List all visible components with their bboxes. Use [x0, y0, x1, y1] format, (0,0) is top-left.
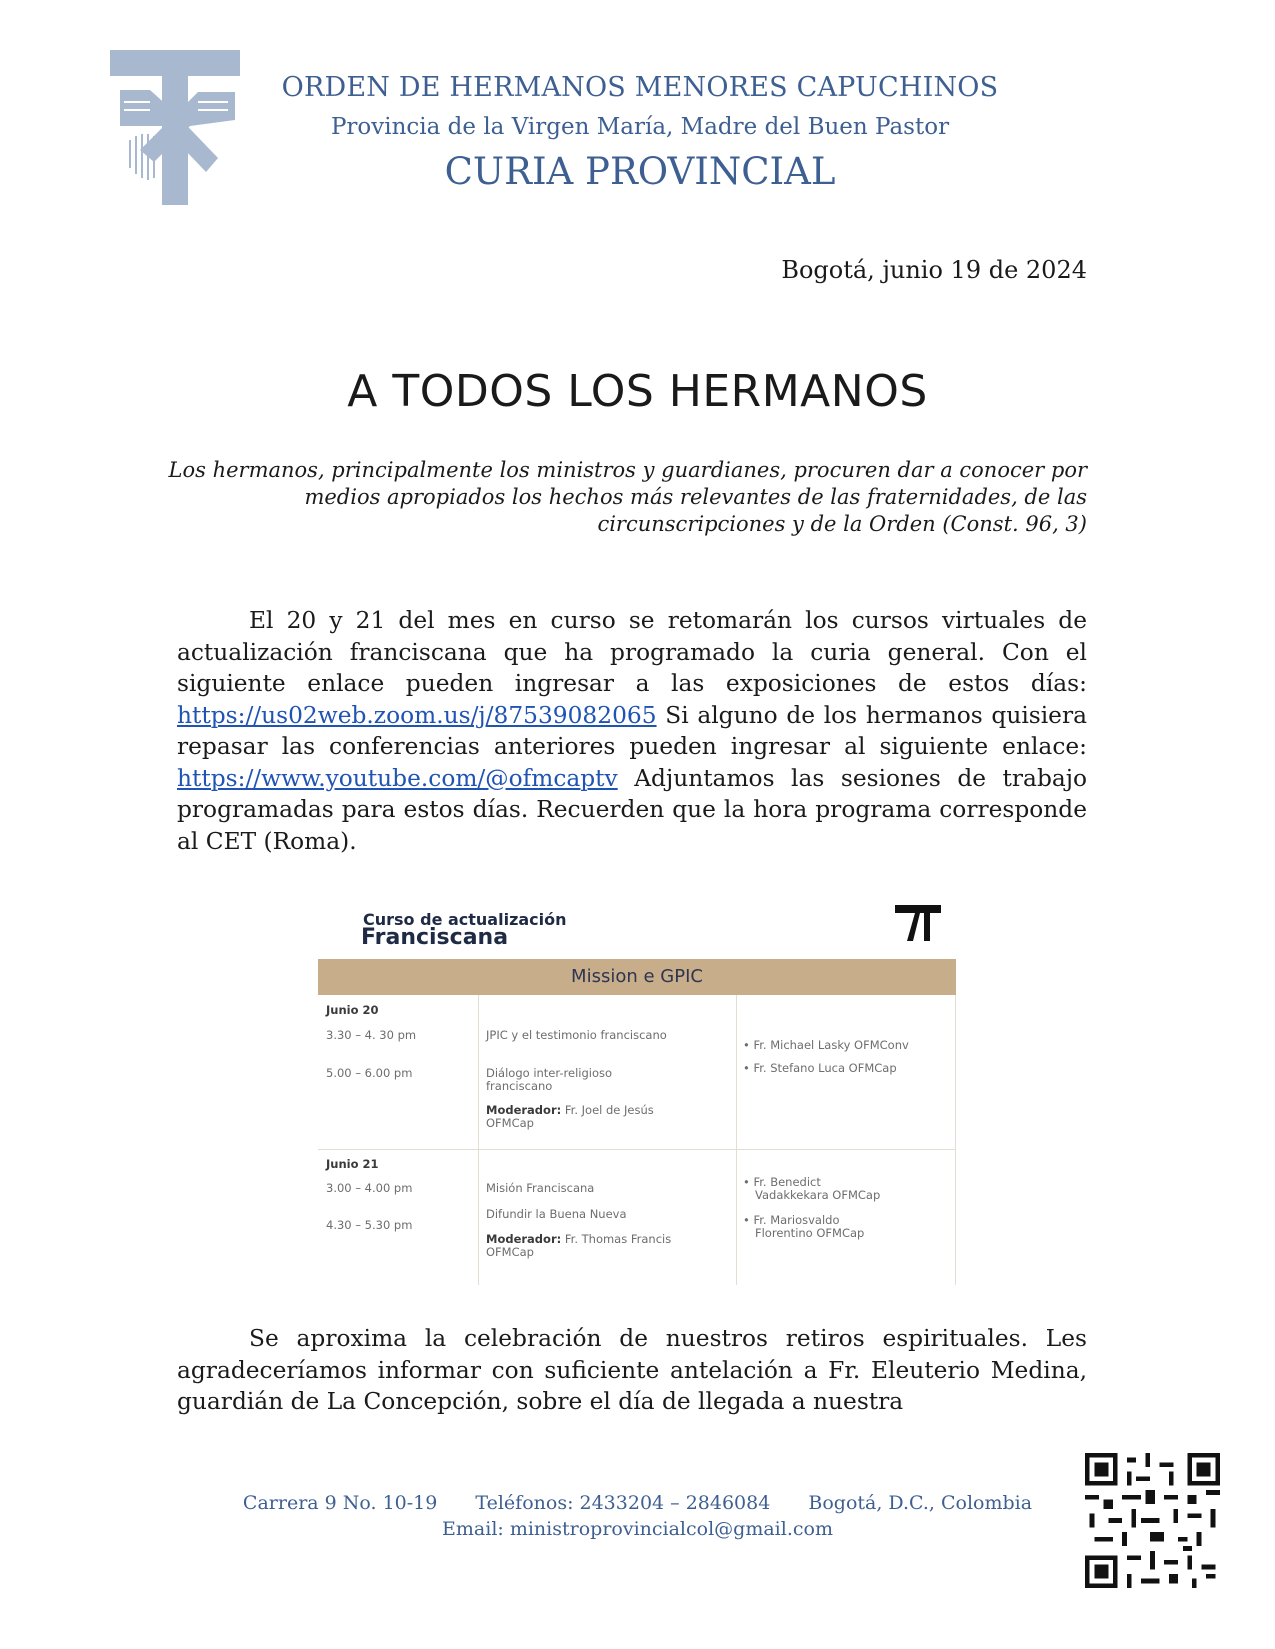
day1-speaker2: • Fr. Stefano Luca OFMCap	[743, 1061, 897, 1075]
day1-session1: JPIC y el testimonio franciscano	[486, 1028, 667, 1042]
tau-icon	[893, 903, 943, 943]
day2-session2: Difundir la Buena Nueva	[486, 1207, 627, 1221]
office-name: CURIA PROVINCIAL	[444, 150, 836, 193]
schedule-grid	[318, 995, 956, 1285]
day1-time1: 3.30 – 4. 30 pm	[326, 1028, 417, 1042]
day2-speaker2-line2: Florentino OFMCap	[755, 1226, 865, 1240]
paragraph-courses-text-2: Si alguno de los hermanos quisiera repasar las conferencias anteriores pueden ingresar al siguiente enlace:	[177, 701, 1087, 760]
footer-contact	[0, 1492, 1275, 1514]
day2-speaker1-line2: Vadakkekara OFMCap	[755, 1188, 881, 1202]
day2-moderator	[486, 1232, 671, 1246]
day2-speaker2-line1: • Fr. Mariosvaldo	[743, 1213, 840, 1227]
day1-moderator-label: Moderador:	[486, 1103, 562, 1117]
footer-address: Carrera 9 No. 10-19	[242, 1492, 438, 1514]
paragraph-retreats	[177, 1323, 1087, 1418]
order-name: ORDEN DE HERMANOS MENORES CAPUCHINOS	[281, 72, 999, 103]
day2-moderator-order: OFMCap	[486, 1245, 534, 1259]
day1-session2-line2: franciscano	[486, 1079, 553, 1093]
schedule-course-line2: Franciscana	[361, 925, 509, 950]
province-name: Provincia de la Virgen María, Madre del Buen Pastor	[330, 114, 950, 140]
day2-moderator-name: Fr. Thomas Francis	[561, 1232, 672, 1246]
day2-moderator-label: Moderador:	[486, 1232, 562, 1246]
footer-phones: Teléfonos: 2433204 – 2846084	[475, 1492, 771, 1514]
zoom-link[interactable]: https://us02web.zoom.us/j/87539082065	[177, 701, 657, 729]
day2-speaker1-line1: • Fr. Benedict	[743, 1175, 821, 1189]
franciscan-tau-logo	[110, 50, 245, 205]
day1-moderator-name: Fr. Joel de Jesús	[561, 1103, 654, 1117]
day1-session2-line1: Diálogo inter-religioso	[486, 1066, 613, 1080]
day1-label: Junio 20	[326, 1003, 379, 1017]
paragraph-courses	[177, 605, 1087, 857]
paragraph-retreats-text: Se aproxima la celebración de nuestros retiros espirituales. Les agradeceríamos informar con suficiente antelación a Fr. Eleuterio Medina, guardián de La Concepción, sobre el día de llegada a nuestra	[177, 1325, 1087, 1415]
schedule-theme-band: Mission e GPIC	[318, 959, 956, 995]
qr-code-icon	[1085, 1453, 1220, 1588]
paragraph-courses-text-3: Adjuntamos las sesiones de trabajo programadas para estos días. Recuerden que la hora programa corresponde al CET (Roma).	[177, 764, 1087, 855]
day1-moderator	[486, 1103, 654, 1117]
letter-title: A TODOS LOS HERMANOS	[347, 366, 928, 417]
day1-time2: 5.00 – 6.00 pm	[326, 1066, 413, 1080]
letter-date: Bogotá, junio 19 de 2024	[781, 256, 1087, 284]
schedule-image	[318, 895, 958, 1285]
day2-time1: 3.00 – 4.00 pm	[326, 1181, 413, 1195]
day2-time2: 4.30 – 5.30 pm	[326, 1218, 413, 1232]
footer-city: Bogotá, D.C., Colombia	[808, 1492, 1033, 1514]
footer-email: Email: ministroprovincialcol@gmail.com	[442, 1518, 833, 1540]
day1-speaker1: • Fr. Michael Lasky OFMConv	[743, 1038, 909, 1052]
day2-label: Junio 21	[326, 1157, 379, 1171]
constitution-quote: Los hermanos, principalmente los ministros y guardianes, procuren dar a conocer por medios apropiados los hechos más relevantes de las fraternidades, de las circunscripciones y de la Orden (Const. 96, 3)	[168, 458, 1087, 536]
day2-session1: Misión Franciscana	[486, 1181, 595, 1195]
day1-moderator-order: OFMCap	[486, 1116, 534, 1130]
schedule-course-line1: Curso de actualización	[363, 910, 567, 929]
paragraph-courses-text-1: El 20 y 21 del mes en curso se retomarán los cursos virtuales de actualización franciscana que ha programado la curia general. Con el siguiente enlace pueden ingresar a las exposiciones de estos días:	[177, 607, 1087, 697]
youtube-link[interactable]: https://www.youtube.com/@ofmcaptv	[177, 764, 618, 792]
